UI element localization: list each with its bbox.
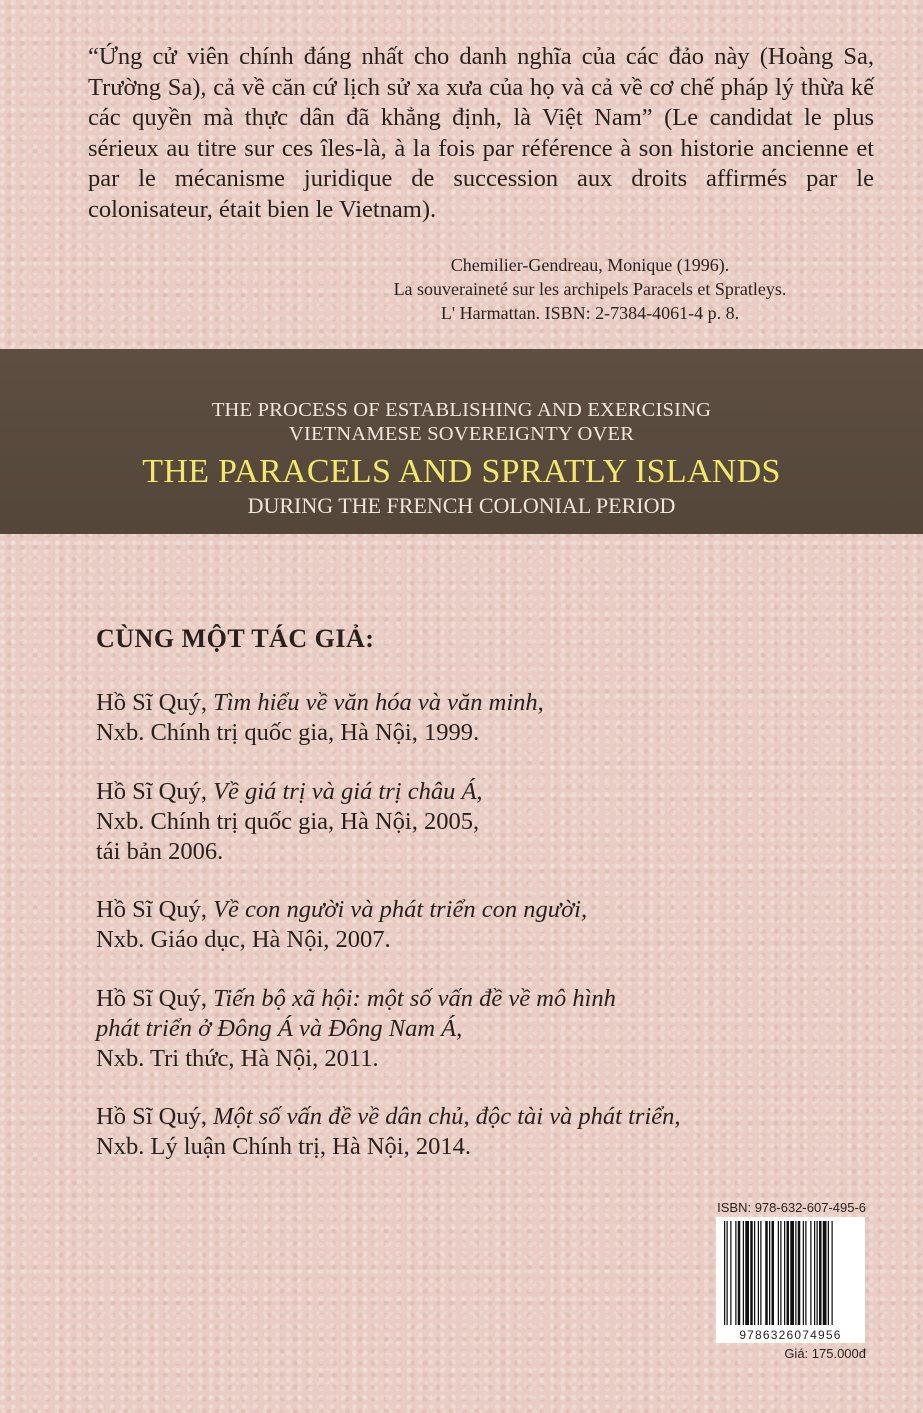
- book-title: Về giá trị và giá trị châu Á,: [213, 778, 483, 805]
- book-entry: [96, 984, 816, 1074]
- barcode-bar: [810, 1221, 811, 1325]
- barcode-bar: [738, 1221, 741, 1325]
- citation-line: L' Harmattan. ISBN: 2-7384-4061-4 p. 8.: [440, 303, 740, 323]
- barcode-bar: [790, 1221, 794, 1325]
- barcode-bar: [730, 1221, 731, 1325]
- book-title: Tiến bộ xã hội: một số vấn đề về mô hình: [213, 985, 616, 1012]
- isbn-label: ISBN: 978-632-607-495-6: [717, 1200, 866, 1215]
- barcode-bar: [780, 1221, 781, 1325]
- barcode-bar: [819, 1221, 822, 1325]
- barcode-bar: [784, 1221, 785, 1325]
- book-author: Hồ Sĩ Quý,: [96, 689, 207, 716]
- barcode-bar: [754, 1221, 755, 1325]
- barcode-bar: [798, 1221, 801, 1325]
- barcode-bar: [817, 1221, 818, 1325]
- banner-subtitle: DURING THE FRENCH COLONIAL PERIOD: [247, 493, 676, 518]
- price-label: Giá: 175.000đ: [784, 1346, 866, 1361]
- book-publisher: Nxb. Chính trị quốc gia, Hà Nội, 1999.: [96, 719, 480, 746]
- book-entry: [96, 1102, 816, 1162]
- barcode-bar: [778, 1221, 779, 1325]
- book-entry: [96, 895, 816, 955]
- book-author: Hồ Sĩ Quý,: [96, 1103, 207, 1130]
- book-title-cont: phát triển ở Đông Á và Đông Nam Á,: [96, 1015, 463, 1042]
- barcode-bars: [716, 1217, 865, 1329]
- barcode-bar: [772, 1221, 775, 1325]
- book-entry: [96, 777, 816, 867]
- book-author: Hồ Sĩ Quý,: [96, 778, 207, 805]
- barcode-bar: [727, 1221, 728, 1325]
- book-author: Hồ Sĩ Quý,: [96, 896, 207, 923]
- barcode-bar: [803, 1221, 804, 1325]
- citation-line: Chemilier-Gendreau, Monique (1996).: [450, 255, 730, 275]
- barcode-bar: [758, 1221, 759, 1325]
- book-publisher: Nxb. Lý luận Chính trị, Hà Nội, 2014.: [96, 1133, 471, 1160]
- barcode-bar: [828, 1221, 829, 1325]
- barcode-bar: [823, 1221, 827, 1325]
- book-publisher: Nxb. Giáo dục, Hà Nội, 2007.: [96, 926, 391, 953]
- book-publisher: Nxb. Chính trị quốc gia, Hà Nội, 2005,: [96, 808, 480, 835]
- barcode-bar: [787, 1221, 790, 1325]
- barcode-bar: [805, 1221, 806, 1325]
- barcode-bar: [832, 1221, 833, 1325]
- banner-line-2: VIETNAMESE SOVEREIGNTY OVER: [288, 423, 635, 445]
- book-title: Về con người và phát triển con người,: [213, 896, 588, 923]
- book-title: Một số vấn đề về dân chủ, độc tài và phát triển,: [213, 1103, 681, 1130]
- banner-line-1: THE PROCESS OF ESTABLISHING AND EXERCISING: [211, 399, 712, 421]
- barcode-bar: [769, 1221, 770, 1325]
- book-publisher: Nxb. Tri thức, Hà Nội, 2011.: [96, 1045, 379, 1072]
- barcode-bar: [765, 1221, 768, 1325]
- book-entry: [96, 688, 816, 748]
- barcode-bar: [735, 1221, 736, 1325]
- barcode-bar: [760, 1221, 761, 1325]
- banner-intro: [0, 398, 923, 446]
- title-banner: [0, 349, 923, 534]
- barcode-digits: 9786326074956: [739, 1328, 842, 1342]
- book-extra: tái bản 2006.: [96, 838, 224, 865]
- barcode-bar: [814, 1221, 815, 1325]
- barcode-bar: [795, 1221, 796, 1325]
- barcode-bar: [724, 1221, 725, 1325]
- banner-title: THE PARACELS AND SPRATLY ISLANDS: [142, 453, 781, 490]
- book-title: Tìm hiểu về văn hóa và văn minh,: [213, 689, 544, 716]
- barcode: [716, 1217, 865, 1343]
- book-author: Hồ Sĩ Quý,: [96, 985, 207, 1012]
- quote-paragraph: “Ứng cử viên chính đáng nhất cho danh nghĩa của các đảo này (Hoàng Sa, Trường Sa), cả về căn cứ lịch sử xa xưa của họ và cả về cơ chế pháp lý thừa kế các quyền mà thực dân đã khẳng định, là Việt Nam” (Le candidat le plus sérieux au titre sur ces îles-là, à la fois par référence à son historie ancienne et par le mécanisme juridique de succession aux droits affirmés par le colonisateur, était bien le Vietnam).: [88, 43, 874, 223]
- section-title: CÙNG MỘT TÁC GIẢ:: [96, 624, 375, 653]
- citation-line: La souveraineté sur les archipels Paracels et Spratleys.: [393, 279, 787, 299]
- barcode-bar: [743, 1221, 744, 1325]
- barcode-bar: [745, 1221, 749, 1325]
- barcode-bar: [750, 1221, 753, 1325]
- quote-citation: [330, 253, 850, 325]
